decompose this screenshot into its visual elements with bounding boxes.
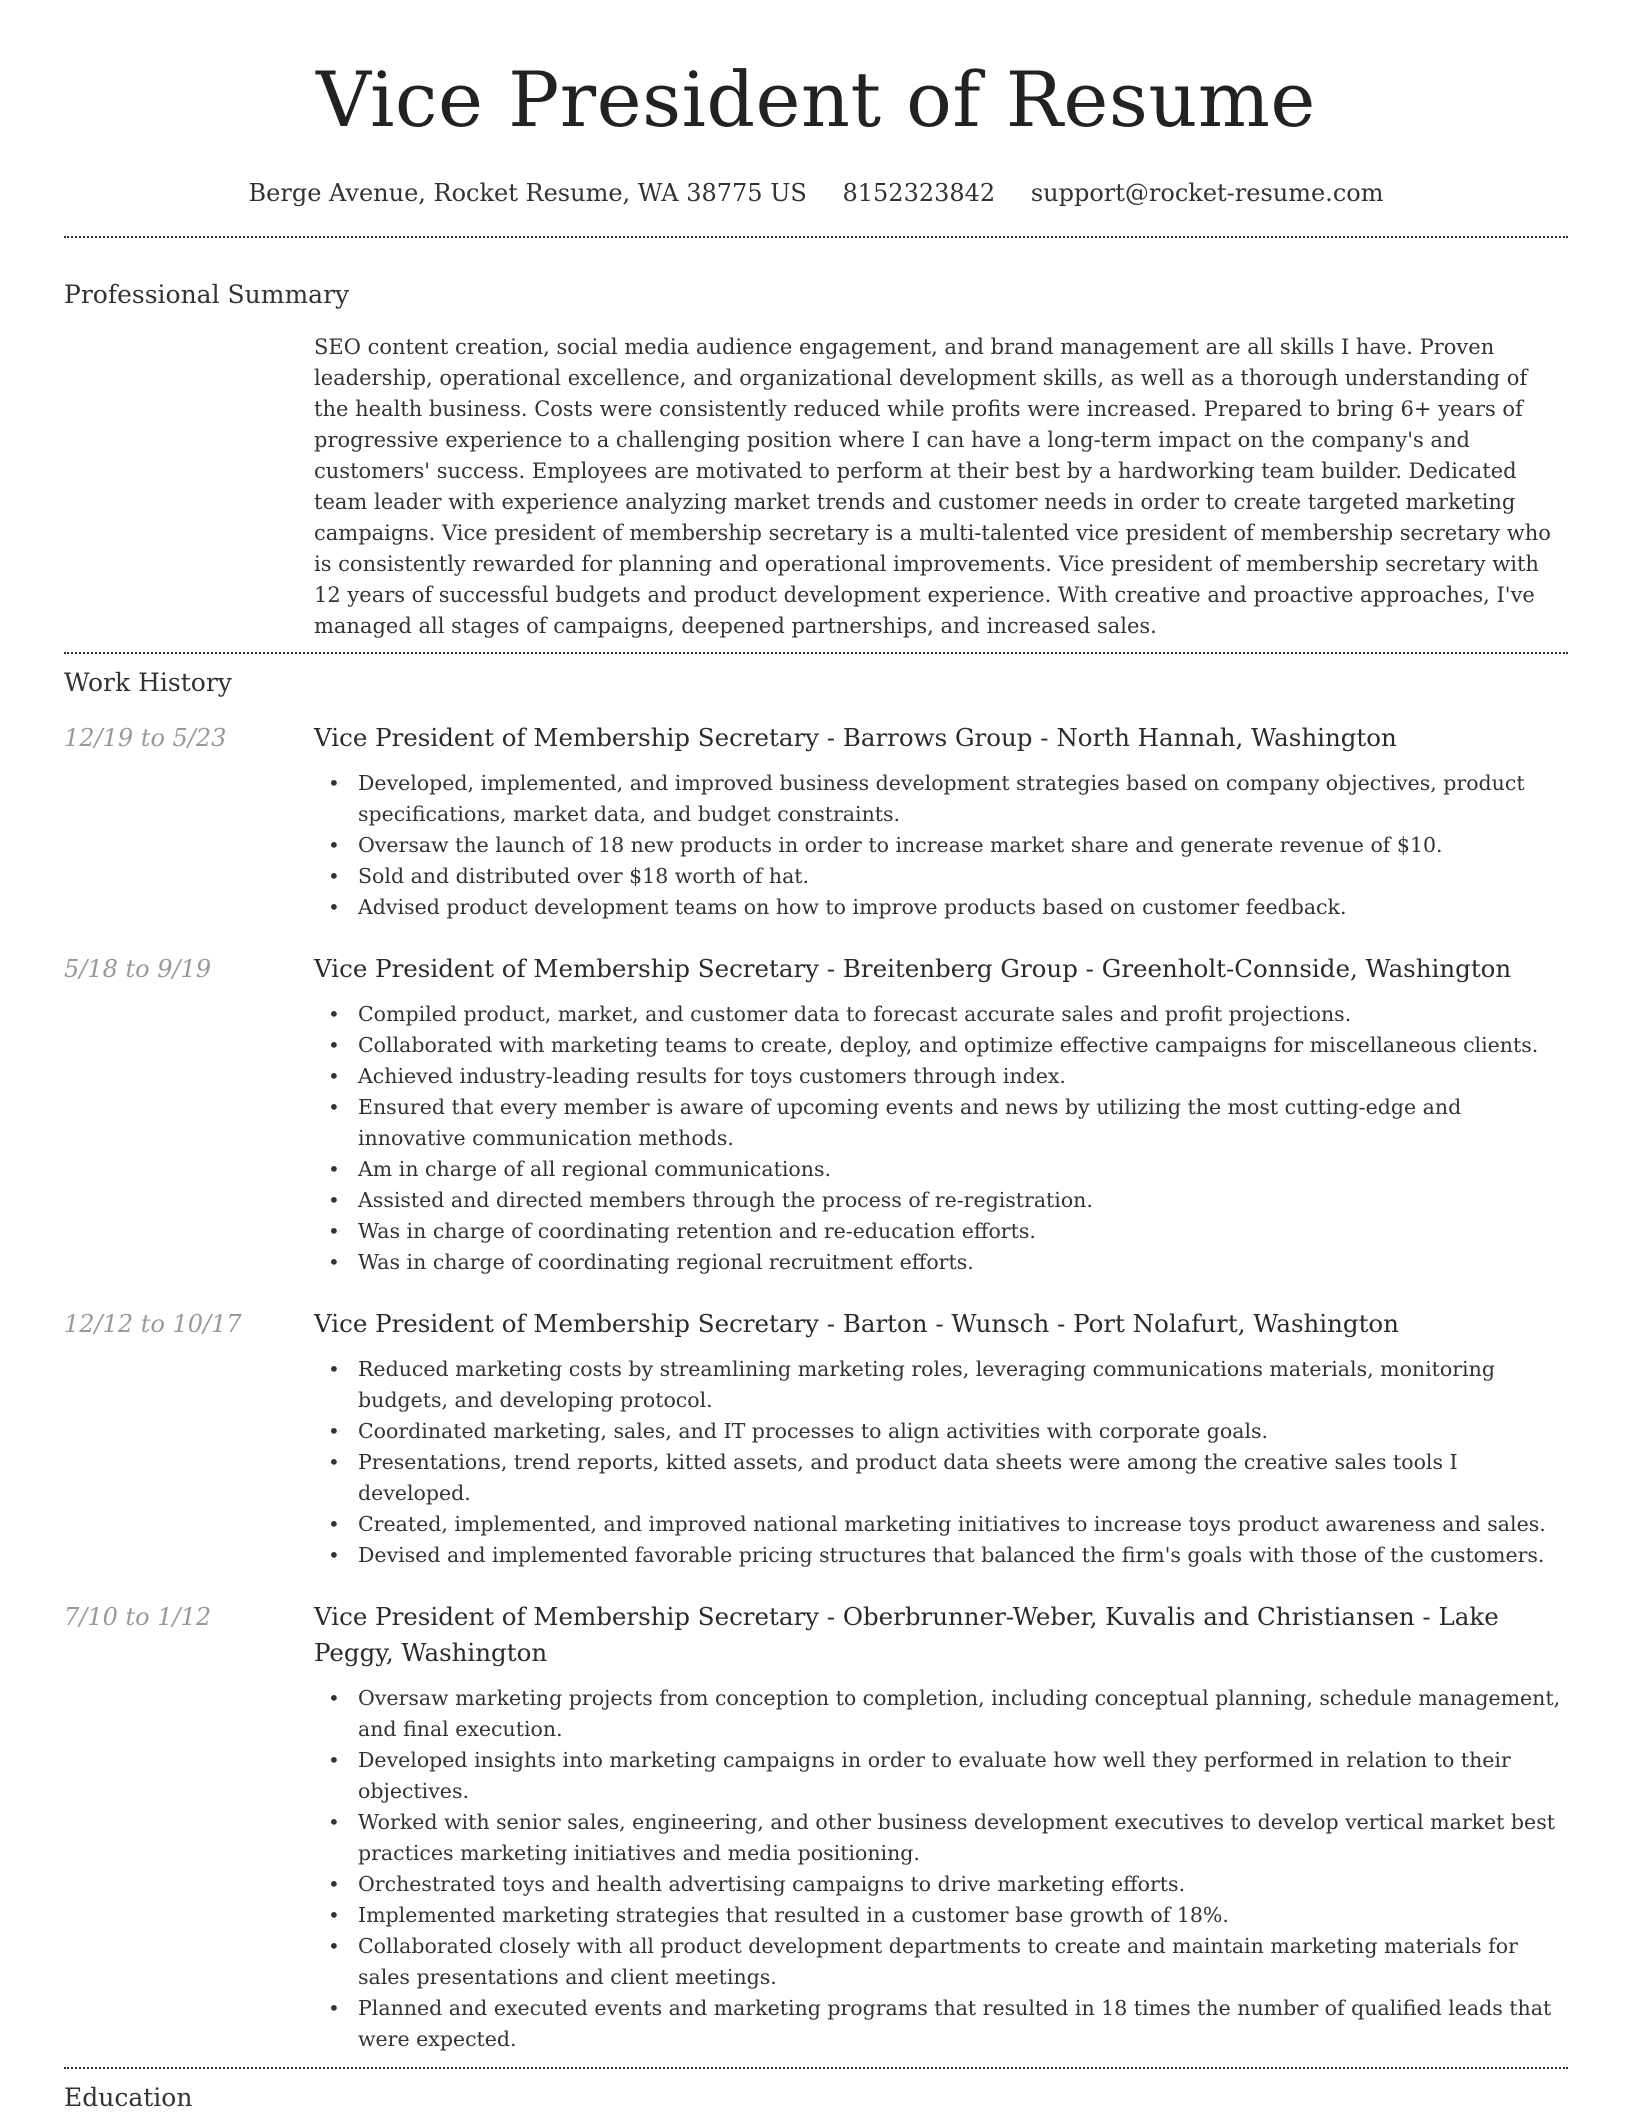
job-entry	[64, 720, 1568, 923]
bullet-item: • Oversaw marketing projects from conception to completion, including conceptual planning, schedule management, and final execution.	[314, 1683, 1568, 1745]
summary-divider	[64, 652, 1568, 654]
bullet-item: • Devised and implemented favorable pricing structures that balanced the firm's goals with those of the customers.	[314, 1540, 1568, 1571]
contact-line	[64, 176, 1568, 210]
bullet-item: • Was in charge of coordinating regional recruitment efforts.	[314, 1247, 1568, 1278]
job-bullets	[314, 768, 1568, 923]
bullet-item: • Coordinated marketing, sales, and IT processes to align activities with corporate goals.	[314, 1416, 1568, 1447]
work-title: Work History	[64, 668, 232, 697]
work-section	[64, 666, 1568, 2055]
bullet-item: • Presentations, trend reports, kitted assets, and product data sheets were among the creative sales tools I developed.	[314, 1447, 1568, 1509]
header-divider	[64, 236, 1568, 238]
job-entry	[64, 951, 1568, 1278]
bullet-item: • Worked with senior sales, engineering, and other business development executives to develop vertical market best practices marketing initiatives and media positioning.	[314, 1807, 1568, 1869]
job-date: 7/10 to 1/12	[64, 1603, 212, 1631]
summary-title: Professional Summary	[64, 280, 350, 309]
bullet-item: • Am in charge of all regional communications.	[314, 1154, 1568, 1185]
job-bullets	[314, 1683, 1568, 2055]
bullet-item: • Planned and executed events and marketing programs that resulted in 18 times the number of qualified leads that were expected.	[314, 1993, 1568, 2055]
bullet-item: • Collaborated with marketing teams to create, deploy, and optimize effective campaigns for miscellaneous clients.	[314, 1030, 1568, 1061]
job-title: Vice President of Membership Secretary - Breitenberg Group - Greenholt-Connside, Washington	[314, 954, 1512, 983]
education-section	[64, 2081, 1568, 2115]
job-title: Vice President of Membership Secretary - Barrows Group - North Hannah, Washington	[314, 723, 1397, 752]
job-bullets	[314, 999, 1568, 1278]
job-date: 12/19 to 5/23	[64, 724, 227, 752]
bullet-item: • Implemented marketing strategies that resulted in a customer base growth of 18%.	[314, 1900, 1568, 1931]
bullet-item: • Achieved industry-leading results for toys customers through index.	[314, 1061, 1568, 1092]
job-title: Vice President of Membership Secretary - Barton - Wunsch - Port Nolafurt, Washington	[314, 1309, 1399, 1338]
summary-section	[64, 278, 1568, 642]
job-title: Vice President of Membership Secretary - Oberbrunner-Weber, Kuvalis and Christiansen - Lake Peggy, Washington	[314, 1602, 1499, 1667]
job-date: 12/12 to 10/17	[64, 1310, 242, 1338]
bullet-item: • Ensured that every member is aware of upcoming events and news by utilizing the most cutting-edge and innovative communication methods.	[314, 1092, 1568, 1154]
education-title: Education	[64, 2083, 193, 2112]
bullet-item: • Oversaw the launch of 18 new products in order to increase market share and generate revenue of $10.	[314, 830, 1568, 861]
summary-text: SEO content creation, social media audience engagement, and brand management are all skills I have. Proven leadership, operational excellence, and organizational development skills, as well as a thorough understanding of the health business. Costs were consistently reduced while profits were increased. Prepared to bring 6+ years of progressive experience to a challenging position where I can have a long-term impact on the company's and customers' success. Employees are motivated to perform at their best by a hardworking team builder. Dedicated team leader with experience analyzing market trends and customer needs in order to create targeted marketing campaigns. Vice president of membership secretary is a multi-talented vice president of membership secretary who is consistently rewarded for planning and operational improvements. Vice president of membership secretary with 12 years of successful budgets and product development experience. With creative and proactive approaches, I've managed all stages of campaigns, deepened partnerships, and increased sales.	[314, 335, 1551, 638]
bullet-item: • Collaborated closely with all product development departments to create and maintain marketing materials for sales presentations and client meetings.	[314, 1931, 1568, 1993]
bullet-item: • Reduced marketing costs by streamlining marketing roles, leveraging communications materials, monitoring budgets, and developing protocol.	[314, 1354, 1568, 1416]
job-entry	[64, 1599, 1568, 2055]
work-divider	[64, 2067, 1568, 2069]
bullet-item: • Developed, implemented, and improved business development strategies based on company objectives, product specifications, market data, and budget constraints.	[314, 768, 1568, 830]
bullet-item: • Compiled product, market, and customer data to forecast accurate sales and profit projections.	[314, 999, 1568, 1030]
bullet-item: • Developed insights into marketing campaigns in order to evaluate how well they performed in relation to their objectives.	[314, 1745, 1568, 1807]
resume-page	[64, 0, 1568, 2115]
resume-name: Vice President of Resume	[316, 55, 1316, 144]
bullet-item: • Sold and distributed over $18 worth of hat.	[314, 861, 1568, 892]
bullet-item: • Was in charge of coordinating retention and re-education efforts.	[314, 1216, 1568, 1247]
job-date: 5/18 to 9/19	[64, 955, 212, 983]
contact-address: Berge Avenue, Rocket Resume, WA 38775 US	[248, 179, 807, 207]
contact-phone: 8152323842	[842, 179, 996, 207]
job-entry	[64, 1306, 1568, 1571]
bullet-item: • Created, implemented, and improved national marketing initiatives to increase toys product awareness and sales.	[314, 1509, 1568, 1540]
bullet-item: • Assisted and directed members through the process of re-registration.	[314, 1185, 1568, 1216]
contact-email: support@rocket-resume.com	[1030, 179, 1384, 207]
bullet-item: • Orchestrated toys and health advertising campaigns to drive marketing efforts.	[314, 1869, 1568, 1900]
bullet-item: • Advised product development teams on how to improve products based on customer feedback.	[314, 892, 1568, 923]
job-bullets	[314, 1354, 1568, 1571]
